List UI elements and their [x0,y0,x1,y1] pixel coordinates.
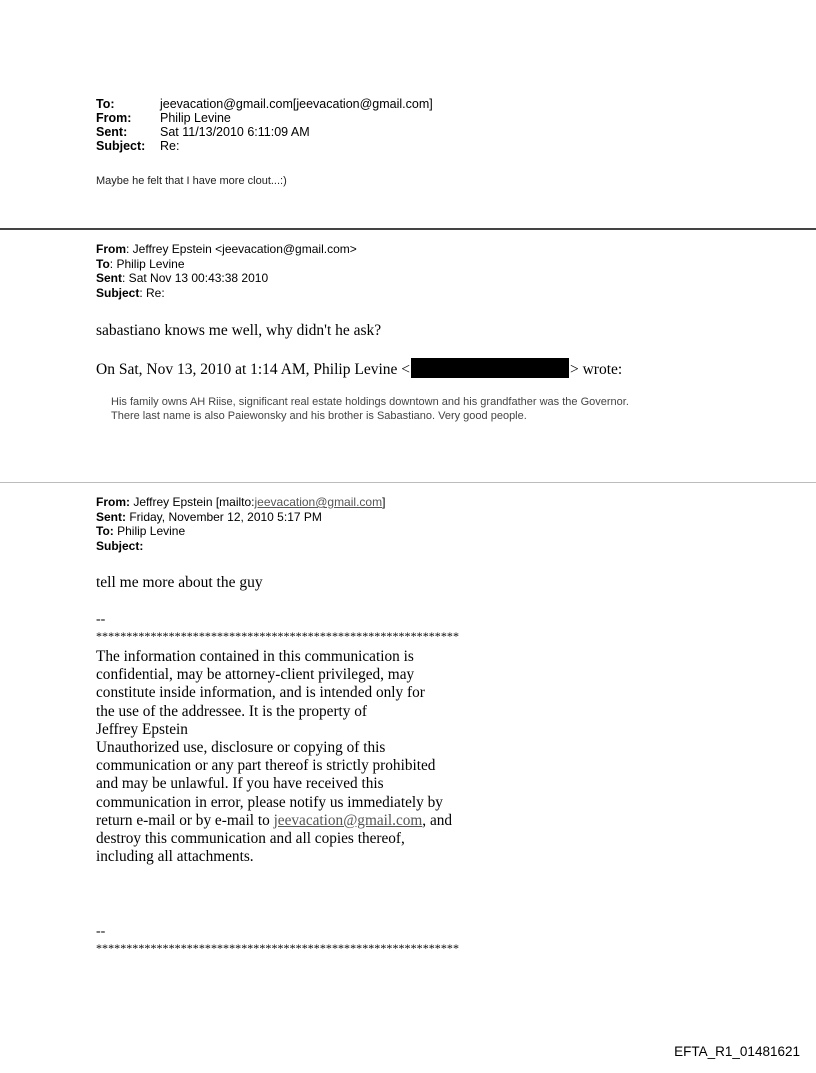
to-label: To [96,256,110,271]
message1-header [96,97,433,153]
disclaimer-line: the use of the addressee. It is the property of [96,702,368,720]
from-row [96,495,385,510]
message1-body: Maybe he felt that I have more clout...:) [96,175,287,187]
disclaimer-line: and may be unlawful. If you have received this [96,775,384,793]
sent-row [96,271,357,286]
disclaimer-line: Unauthorized use, disclosure or copying of this [96,739,386,757]
subject-label: Subject: [96,139,146,153]
message3-header [96,495,385,553]
disclaimer-line: communication or any part thereof is strictly prohibited [96,757,436,775]
from-row [96,242,357,257]
signature-dashes: -- [96,612,106,627]
disclaimer-line: Jeffrey Epstein [96,720,188,738]
document-id: EFTA_R1_01481621 [674,1044,800,1059]
quoted-line: His family owns AH Riise, significant real estate holdings downtown and his grandfather was the Governor. [111,396,629,408]
subject-value: : Re: [139,285,165,300]
sent-value: Friday, November 12, 2010 5:17 PM [126,509,322,524]
message2-body: sabastiano knows me well, why didn't he ask? [96,322,382,339]
signature-stars: ************************************************************ [96,941,459,955]
subject-row [96,139,433,153]
sent-label: Sent: [96,509,126,524]
sent-value: Sat 11/13/2010 6:11:09 AM [160,125,310,139]
from-prefix: Jeffrey Epstein [mailto: [130,495,255,509]
sent-row [96,125,433,139]
from-row [96,111,433,125]
from-suffix: ] [382,495,386,509]
from-value: Philip Levine [160,111,231,125]
from-label: From: [96,111,132,125]
redaction-box [411,358,569,378]
sent-value: : Sat Nov 13 00:43:38 2010 [122,271,269,285]
disclaimer-line: The information contained in this communication is [96,648,414,665]
disclaimer-line: confidential, may be attorney-client privileged, may [96,666,415,684]
signature-stars: ************************************************************ [96,629,459,643]
disclaimer-line: communication in error, please notify us immediately by [96,793,443,811]
disclaimer-text: , and [422,811,453,829]
to-row [96,97,433,111]
message2-header [96,242,357,300]
to-label: To: [96,97,115,111]
email-link[interactable]: jeevacation@gmail.com [254,495,383,509]
sent-label: Sent [96,271,123,285]
to-row [96,257,357,272]
reply-attribution [96,358,622,379]
disclaimer-line: including all attachments. [96,848,254,866]
quoted-line: There last name is also Paiewonsky and his brother is Sabastiano. Very good people. [111,409,527,422]
subject-row [96,539,385,554]
disclaimer-line [96,812,452,830]
sent-label: Sent: [96,125,128,139]
disclaimer-line: constitute inside information, and is intended only for [96,684,425,702]
confidentiality-disclaimer [96,648,452,866]
disclaimer-text: return e-mail or by e-mail to [96,811,274,829]
thin-divider [0,482,816,483]
to-row [96,524,385,539]
to-value: Philip Levine [113,524,186,538]
to-label: To: [96,524,114,538]
to-value: : Philip Levine [109,256,185,271]
to-value: jeevacation@gmail.com[jeevacation@gmail.com] [160,97,433,111]
reply-prefix: On Sat, Nov 13, 2010 at 1:14 AM, Philip Levine < [96,361,410,378]
signature-dashes: -- [96,924,106,939]
sent-row [96,510,385,525]
from-value: : Jeffrey Epstein <jeevacation@gmail.com> [126,242,357,256]
subject-label: Subject [96,285,140,300]
from-label: From [96,242,126,256]
subject-row [96,286,357,301]
message3-body: tell me more about the guy [96,574,263,591]
subject-value: Re: [160,139,180,153]
subject-label: Subject: [96,538,144,553]
reply-suffix: > wrote: [570,361,623,378]
email-link[interactable]: jeevacation@gmail.com [273,811,423,829]
disclaimer-line: destroy this communication and all copies thereof, [96,830,405,848]
thick-divider [0,228,816,230]
from-label: From: [96,495,130,509]
quoted-text [111,396,629,423]
